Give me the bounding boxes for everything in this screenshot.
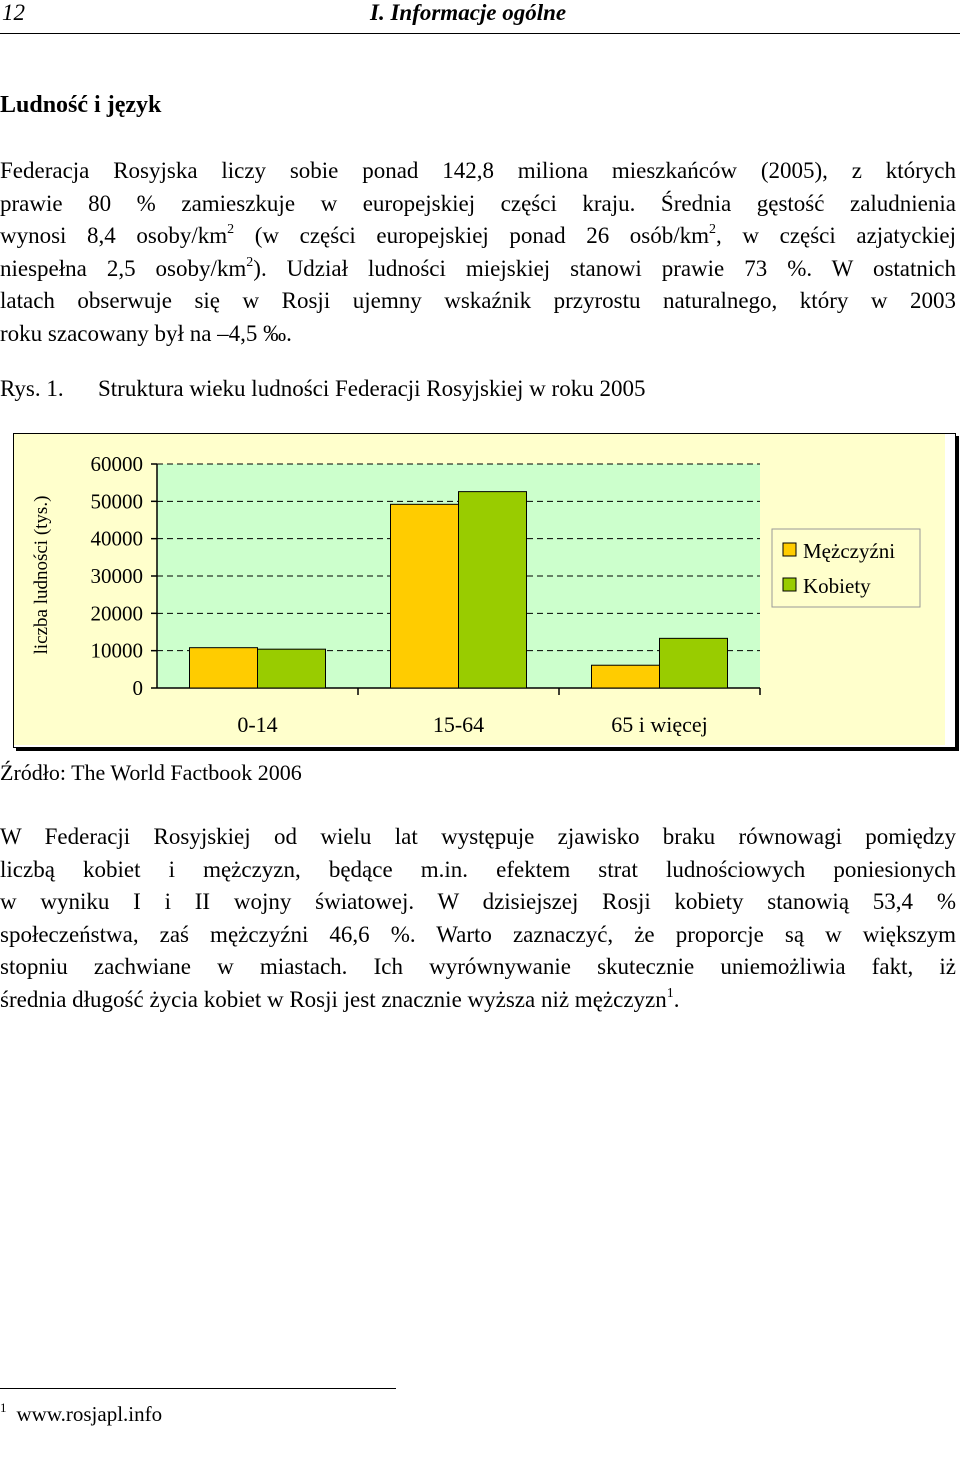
page-number: 12	[2, 0, 25, 25]
x-tick-label: 15-64	[432, 712, 485, 737]
running-title: I. Informacje ogólne	[370, 0, 567, 25]
gender-paragraph-line: liczbą kobiet i mężczyzn, będące m.in. efektem strat ludnościowych poniesionych	[0, 856, 956, 882]
bar-women	[660, 638, 728, 688]
y-tick-label: 50000	[90, 489, 143, 514]
bar-men	[391, 504, 459, 688]
y-tick-label: 10000	[90, 638, 143, 663]
figure-number: Rys. 1.	[0, 376, 64, 401]
footnote-rule	[0, 1388, 396, 1389]
intro-paragraph-line: roku szacowany był na –4,5 ‰.	[0, 320, 292, 346]
gender-paragraph-line: średnia długość życia kobiet w Rosji jest znacznie wyższa niż mężczyzn$^1$.	[0, 985, 680, 1012]
legend-swatch	[783, 578, 796, 591]
bar-men	[592, 665, 660, 688]
y-tick-label: 60000	[90, 452, 143, 476]
legend-label: Mężczyźni	[803, 539, 896, 563]
intro-paragraph-line: Federacja Rosyjska liczy sobie ponad 142,8 miliona mieszkańców (2005), z których	[0, 158, 956, 183]
y-tick-label: 0	[132, 676, 143, 700]
figure-caption-text: Struktura wieku ludności Federacji Rosyjskiej w roku 2005	[98, 376, 646, 401]
section-title: Ludność i język	[0, 92, 162, 118]
bar-women	[258, 649, 326, 688]
source-note: Źródło: The World Factbook 2006	[0, 760, 302, 785]
gender-paragraph-line: stopniu zachwiane w miastach. Ich wyrównywanie skutecznie uniemożliwia fakt, iż	[0, 954, 956, 979]
y-tick-label: 30000	[90, 564, 143, 588]
gender-paragraph-line: w wyniku I i II wojny światowej. W dzisiejszej Rosji kobiety stanowią 53,4 %	[0, 889, 956, 914]
legend-label: Kobiety	[803, 574, 871, 598]
footnote-text: www.rosjapl.info	[16, 1402, 163, 1426]
gender-paragraph-line: W Federacji Rosyjskiej od wielu lat występuje zjawisko braku równowagi pomiędzy	[0, 824, 956, 849]
intro-paragraph-line: niespełna 2,5 osoby/$km^2$). Udział ludności miejskiej stanowi prawie 73 %. W ostatnich	[0, 254, 956, 281]
bar-men	[190, 648, 258, 688]
intro-paragraph-line: prawie 80 % zamieszkuje w europejskiej części kraju. Średnia gęstość zaludnienia	[0, 190, 956, 216]
gender-paragraph	[0, 821, 956, 1016]
y-tick-label: 40000	[90, 526, 143, 551]
intro-paragraph-line: wynosi 8,4 osoby/$km^2$ (w części europejskiej ponad 26 osób/$km^2$, w części azjatyckiej	[0, 222, 956, 248]
x-tick-label: 65 i więcej	[611, 712, 708, 737]
x-tick-label: 0-14	[237, 712, 278, 737]
intro-paragraph-line: latach obserwuje się w Rosji ujemny wskaźnik przyrostu naturalnego, który w 2003	[0, 288, 956, 313]
footnote-marker: 1	[0, 1400, 7, 1415]
bar-women	[459, 492, 527, 688]
footnote	[0, 1402, 162, 1427]
y-tick-label: 20000	[90, 601, 143, 626]
legend-swatch	[783, 543, 796, 556]
gender-paragraph-line: społeczeństwa, zaś mężczyźni 46,6 %. Warto zaznaczyć, że proporcje są w większym	[0, 921, 956, 947]
